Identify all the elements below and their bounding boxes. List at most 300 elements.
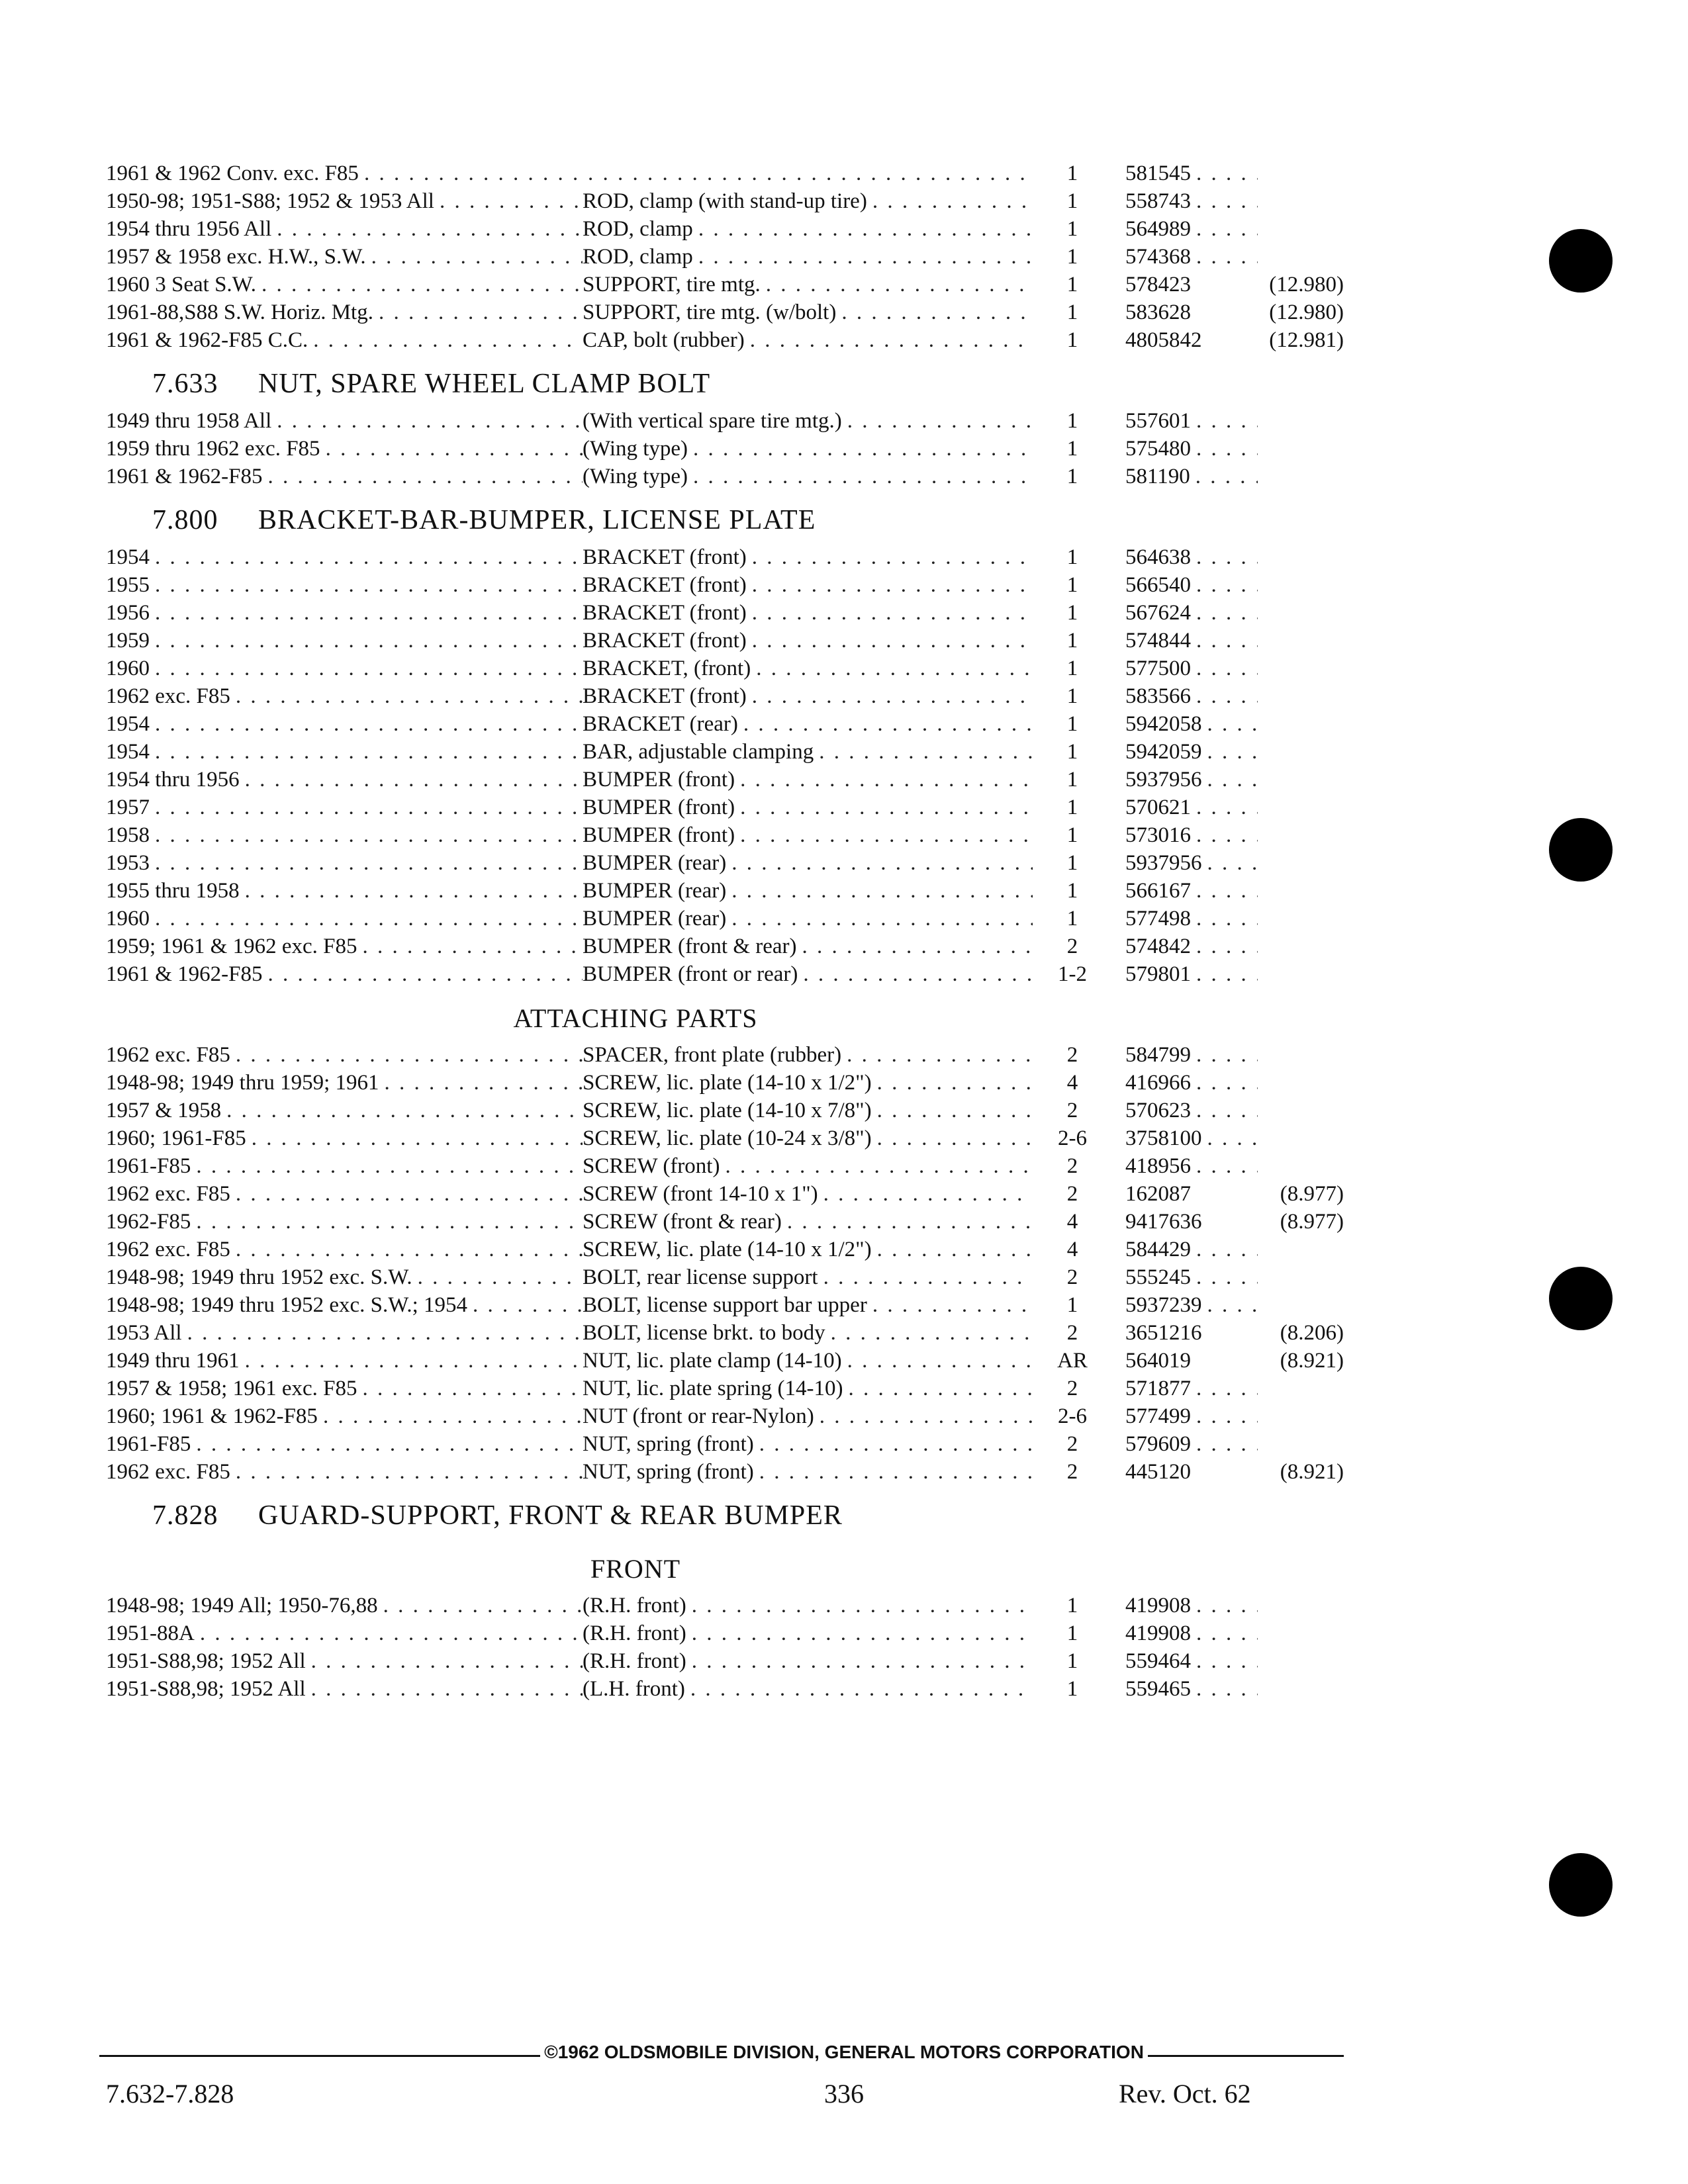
model-cell [106, 1649, 583, 1673]
parts-row [106, 625, 1350, 653]
dot-leader [236, 1182, 583, 1206]
section-heading [106, 1484, 1350, 1537]
description-cell [583, 300, 1033, 324]
subsection-heading: ATTACHING PARTS [513, 1003, 758, 1033]
description-cell-text: SCREW, lic. plate (10-24 x 3/8") [583, 1126, 872, 1150]
dot-leader [226, 1099, 583, 1122]
quantity-cell: 4 [1066, 1238, 1078, 1261]
model-cell-text: 1959 thru 1962 exc. F85 [106, 437, 320, 461]
model-cell-text: 1962 exc. F85 [106, 1238, 230, 1261]
part-number-cell-text: 581545 [1125, 161, 1191, 185]
description-cell [583, 573, 1033, 597]
model-cell [106, 409, 583, 433]
description-cell-text: SPACER, front plate (rubber) [583, 1043, 842, 1067]
model-cell [106, 740, 583, 764]
dot-leader [1196, 962, 1258, 986]
copyright-notice: ©1962 OLDSMOBILE DIVISION, GENERAL MOTORS CORPORATION [0, 2042, 1688, 2063]
description-cell-text: NUT, spring (front) [583, 1432, 754, 1456]
description-cell [583, 1043, 1033, 1067]
part-number-cell [1112, 1043, 1258, 1067]
parts-row [106, 213, 1350, 241]
model-cell-text: 1957 & 1958; 1961 exc. F85 [106, 1377, 357, 1400]
section-number: 7.633 [152, 369, 218, 399]
dot-leader [277, 409, 583, 433]
dot-leader [1196, 409, 1258, 433]
parts-row [106, 1234, 1350, 1261]
quantity-cell: 1 [1066, 409, 1078, 433]
model-cell-text: 1962-F85 [106, 1210, 191, 1234]
dot-leader [692, 1594, 1033, 1617]
description-cell [583, 1432, 1033, 1456]
model-cell-text: 1961-F85 [106, 1154, 191, 1178]
punch-hole-icon [1549, 818, 1613, 882]
dot-leader [362, 934, 583, 958]
part-number-cell [1112, 962, 1258, 986]
page-number: 336 [824, 2079, 864, 2109]
description-cell [583, 657, 1033, 680]
part-number-cell-text: 574368 [1125, 245, 1191, 269]
model-cell [106, 1404, 583, 1428]
description-cell-text: (L.H. front) [583, 1677, 685, 1701]
dot-leader [1207, 851, 1258, 875]
dot-leader [323, 1404, 583, 1428]
parts-row [106, 461, 1350, 488]
quantity-cell: 1 [1066, 768, 1078, 792]
description-cell-text: BUMPER (front) [583, 768, 735, 792]
dot-leader [155, 545, 583, 569]
quantity-cell: 1 [1066, 573, 1078, 597]
dot-leader [752, 545, 1033, 569]
quantity-cell: 1 [1066, 601, 1078, 625]
part-number-cell-text: 567624 [1125, 601, 1191, 625]
dot-leader [1207, 768, 1258, 792]
part-number-cell [1112, 1238, 1258, 1261]
description-cell-text: NUT, spring (front) [583, 1460, 754, 1484]
part-number-cell-text: 5937956 [1125, 851, 1202, 875]
dot-leader [1196, 217, 1258, 241]
dot-leader [236, 1460, 583, 1484]
description-cell [583, 1238, 1033, 1261]
parts-row [106, 569, 1350, 597]
dot-leader [1196, 465, 1258, 488]
dot-leader [245, 879, 583, 903]
description-cell [583, 934, 1033, 958]
model-cell-text: 1953 All [106, 1321, 182, 1345]
punch-hole-icon [1549, 229, 1613, 293]
dot-leader [155, 907, 583, 931]
dot-leader [155, 573, 583, 597]
dot-leader [1196, 573, 1258, 597]
model-cell [106, 934, 583, 958]
part-number-cell [1112, 934, 1258, 958]
dot-leader [740, 768, 1033, 792]
parts-row [106, 1428, 1350, 1456]
description-cell [583, 328, 1033, 352]
model-cell-text: 1960 [106, 657, 150, 680]
quantity-cell: 2 [1066, 1265, 1078, 1289]
parts-list [106, 158, 1350, 1701]
model-cell-text: 1956 [106, 601, 150, 625]
dot-leader [698, 217, 1033, 241]
model-cell-text: 1958 [106, 823, 150, 847]
model-cell-text: 1960; 1961 & 1962-F85 [106, 1404, 318, 1428]
part-number-cell-text: 3651216 [1125, 1321, 1202, 1345]
quantity-cell: 2 [1066, 1043, 1078, 1067]
dot-leader [383, 1594, 583, 1617]
model-cell [106, 161, 583, 185]
dot-leader [268, 465, 583, 488]
parts-row [106, 541, 1350, 569]
description-cell [583, 712, 1033, 736]
description-cell-text: BUMPER (front) [583, 796, 735, 819]
model-cell [106, 823, 583, 847]
dot-leader [1196, 189, 1258, 213]
quantity-cell: 2-6 [1058, 1126, 1087, 1150]
model-cell-text: 1948-98; 1949 thru 1952 exc. S.W.; 1954 [106, 1293, 467, 1317]
parts-row [106, 903, 1350, 931]
description-cell [583, 1099, 1033, 1122]
parts-row [106, 324, 1350, 352]
dot-leader [731, 907, 1033, 931]
model-cell-text: 1957 & 1958 exc. H.W., S.W. [106, 245, 366, 269]
quantity-cell: 1-2 [1058, 962, 1087, 986]
quantity-cell: 1 [1066, 684, 1078, 708]
quantity-cell: 1 [1066, 437, 1078, 461]
description-cell [583, 740, 1033, 764]
dot-leader [752, 684, 1033, 708]
reference-cell: (8.977) [1280, 1182, 1344, 1206]
description-cell-text: BUMPER (rear) [583, 879, 727, 903]
dot-leader [1196, 1238, 1258, 1261]
dot-leader [236, 1043, 583, 1067]
part-number-cell-text: 566540 [1125, 573, 1191, 597]
dot-leader [872, 189, 1033, 213]
model-cell [106, 1594, 583, 1617]
dot-leader [245, 1349, 583, 1373]
part-number-cell [1112, 1154, 1258, 1178]
part-number-cell-text: 574844 [1125, 629, 1191, 653]
model-cell-text: 1960; 1961-F85 [106, 1126, 246, 1150]
model-cell [106, 1349, 583, 1373]
reference-cell: (12.981) [1269, 328, 1344, 352]
parts-row [106, 1373, 1350, 1400]
part-number-cell-text: 4805842 [1125, 328, 1202, 352]
dot-leader [872, 1293, 1033, 1317]
dot-leader [187, 1321, 583, 1345]
model-cell [106, 1238, 583, 1261]
part-number-cell [1112, 684, 1258, 708]
description-cell-text: SCREW (front & rear) [583, 1210, 782, 1234]
parts-row [106, 1345, 1350, 1373]
dot-leader [759, 1432, 1033, 1456]
description-cell-text: SCREW, lic. plate (14-10 x 7/8") [583, 1099, 872, 1122]
dot-leader [371, 245, 583, 269]
part-number-cell-text: 570621 [1125, 796, 1191, 819]
description-cell-text: BUMPER (front & rear) [583, 934, 797, 958]
dot-leader [1196, 1404, 1258, 1428]
description-cell-text: (R.H. front) [583, 1594, 686, 1617]
model-cell-text: 1948-98; 1949 thru 1952 exc. S.W. [106, 1265, 412, 1289]
part-number-cell [1112, 273, 1258, 296]
model-cell [106, 629, 583, 653]
revision-date: Rev. Oct. 62 [1119, 2079, 1251, 2109]
part-number-cell [1112, 1099, 1258, 1122]
model-cell-text: 1954 thru 1956 All [106, 217, 272, 241]
description-cell-text: SUPPORT, tire mtg. (w/bolt) [583, 300, 837, 324]
description-cell [583, 1182, 1033, 1206]
description-cell [583, 217, 1033, 241]
quantity-cell: 1 [1066, 740, 1078, 764]
description-cell [583, 1071, 1033, 1095]
part-number-cell [1112, 1594, 1258, 1617]
part-number-cell [1112, 328, 1258, 352]
description-cell [583, 1377, 1033, 1400]
part-number-cell [1112, 161, 1258, 185]
parts-row [106, 792, 1350, 819]
punch-hole-icon [1549, 1267, 1613, 1330]
description-cell-text: BOLT, rear license support [583, 1265, 818, 1289]
model-cell [106, 1293, 583, 1317]
part-number-cell-text: 559465 [1125, 1677, 1191, 1701]
dot-leader [802, 934, 1033, 958]
description-cell [583, 189, 1033, 213]
quantity-cell: 1 [1066, 545, 1078, 569]
parts-row [106, 269, 1350, 296]
model-cell [106, 1377, 583, 1400]
description-cell-text: BRACKET (front) [583, 573, 747, 597]
dot-leader [740, 796, 1033, 819]
part-number-cell [1112, 1321, 1258, 1345]
dot-leader [1196, 1621, 1258, 1645]
part-number-cell [1112, 823, 1258, 847]
model-cell [106, 768, 583, 792]
model-cell [106, 328, 583, 352]
parts-row [106, 736, 1350, 764]
dot-leader [1207, 740, 1258, 764]
part-number-cell [1112, 1404, 1258, 1428]
description-cell-text: SCREW (front 14-10 x 1") [583, 1182, 818, 1206]
model-cell [106, 1182, 583, 1206]
description-cell [583, 545, 1033, 569]
part-number-cell [1112, 1210, 1258, 1234]
section-heading [106, 488, 1350, 541]
model-cell-text: 1960 [106, 907, 150, 931]
dot-leader [740, 823, 1033, 847]
description-cell [583, 629, 1033, 653]
part-number-cell-text: 416966 [1125, 1071, 1191, 1095]
dot-leader [364, 161, 583, 185]
dot-leader [200, 1621, 583, 1645]
part-number-cell-text: 5942059 [1125, 740, 1202, 764]
description-cell [583, 1460, 1033, 1484]
description-cell [583, 962, 1033, 986]
dot-leader [756, 657, 1033, 680]
quantity-cell: AR [1057, 1349, 1088, 1373]
part-number-cell [1112, 545, 1258, 569]
quantity-cell: 2 [1066, 1154, 1078, 1178]
model-cell-text: 1961 & 1962-F85 [106, 962, 263, 986]
part-number-cell [1112, 712, 1258, 736]
model-cell-text: 1950-98; 1951-S88; 1952 & 1953 All [106, 189, 434, 213]
part-number-cell-text: 570623 [1125, 1099, 1191, 1122]
model-cell [106, 1677, 583, 1701]
dot-leader [155, 740, 583, 764]
part-number-cell-text: 578423 [1125, 273, 1191, 296]
part-number-cell-text: 579609 [1125, 1432, 1191, 1456]
part-number-cell-text: 5942058 [1125, 712, 1202, 736]
model-cell-text: 1961 & 1962-F85 C.C. [106, 328, 308, 352]
dot-leader [440, 189, 583, 213]
parts-row [106, 680, 1350, 708]
quantity-cell: 1 [1066, 879, 1078, 903]
dot-leader [1196, 437, 1258, 461]
dot-leader [823, 1265, 1033, 1289]
model-cell [106, 684, 583, 708]
part-number-cell [1112, 409, 1258, 433]
quantity-cell: 1 [1066, 629, 1078, 653]
description-cell-text: BOLT, license brkt. to body [583, 1321, 825, 1345]
description-cell-text: NUT (front or rear-Nylon) [583, 1404, 814, 1428]
dot-leader [1207, 1293, 1258, 1317]
reference-cell: (12.980) [1269, 300, 1344, 324]
part-number-cell-text: 559464 [1125, 1649, 1191, 1673]
dot-leader [848, 1377, 1033, 1400]
model-cell [106, 907, 583, 931]
parts-row [106, 405, 1350, 433]
dot-leader [313, 328, 583, 352]
dot-leader [155, 796, 583, 819]
part-number-cell-text: 583566 [1125, 684, 1191, 708]
description-cell [583, 1621, 1033, 1645]
description-cell [583, 437, 1033, 461]
description-cell-text: BRACKET (front) [583, 629, 747, 653]
dot-leader [155, 657, 583, 680]
quantity-cell: 1 [1066, 1649, 1078, 1673]
part-number-cell-text: 555245 [1125, 1265, 1191, 1289]
quantity-cell: 1 [1066, 465, 1078, 488]
model-cell-text: 1962 exc. F85 [106, 684, 230, 708]
parts-row [106, 185, 1350, 213]
model-cell [106, 545, 583, 569]
model-cell [106, 273, 583, 296]
model-cell-text: 1948-98; 1949 thru 1959; 1961 [106, 1071, 379, 1095]
part-number-cell-text: 557601 [1125, 409, 1191, 433]
description-cell [583, 1265, 1033, 1289]
model-cell-text: 1954 thru 1956 [106, 768, 240, 792]
description-cell [583, 796, 1033, 819]
parts-row [106, 1590, 1350, 1617]
dot-leader [1196, 1677, 1258, 1701]
description-cell [583, 1349, 1033, 1373]
part-number-cell [1112, 300, 1258, 324]
model-cell-text: 1954 [106, 545, 150, 569]
dot-leader [261, 273, 583, 296]
section-range: 7.632-7.828 [106, 2079, 234, 2109]
dot-leader [155, 823, 583, 847]
model-cell [106, 465, 583, 488]
dot-leader [1196, 879, 1258, 903]
part-number-cell [1112, 1126, 1258, 1150]
model-cell-text: 1955 [106, 573, 150, 597]
dot-leader [759, 1460, 1033, 1484]
model-cell-text: 1949 thru 1958 All [106, 409, 272, 433]
dot-leader [725, 1154, 1033, 1178]
quantity-cell: 2 [1066, 934, 1078, 958]
part-number-cell-text: 584429 [1125, 1238, 1191, 1261]
punch-hole-icon [1549, 1853, 1613, 1917]
parts-row [106, 653, 1350, 680]
description-cell [583, 409, 1033, 433]
dot-leader [1196, 545, 1258, 569]
model-cell-text: 1951-88A [106, 1621, 195, 1645]
parts-row [106, 1039, 1350, 1067]
description-cell [583, 161, 1033, 185]
part-number-cell [1112, 1649, 1258, 1673]
part-number-cell-text: 564989 [1125, 217, 1191, 241]
dot-leader [1196, 1377, 1258, 1400]
dot-leader [236, 1238, 583, 1261]
part-number-cell-text: 579801 [1125, 962, 1191, 986]
model-cell [106, 1154, 583, 1178]
description-cell-text: (Wing type) [583, 437, 688, 461]
model-cell-text: 1957 & 1958 [106, 1099, 222, 1122]
model-cell-text: 1962 exc. F85 [106, 1043, 230, 1067]
description-cell [583, 465, 1033, 488]
description-cell [583, 879, 1033, 903]
part-number-cell-text: 3758100 [1125, 1126, 1202, 1150]
quantity-cell: 1 [1066, 1594, 1078, 1617]
dot-leader [1196, 1265, 1258, 1289]
quantity-cell: 1 [1066, 851, 1078, 875]
section-title: BRACKET-BAR-BUMPER, LICENSE PLATE [258, 505, 816, 535]
quantity-cell: 1 [1066, 1293, 1078, 1317]
part-number-cell [1112, 189, 1258, 213]
part-number-cell [1112, 851, 1258, 875]
model-cell-text: 1954 [106, 740, 150, 764]
quantity-cell: 2 [1066, 1321, 1078, 1345]
dot-leader [277, 217, 583, 241]
model-cell [106, 1210, 583, 1234]
part-number-cell-text: 5937956 [1125, 768, 1202, 792]
description-cell [583, 1404, 1033, 1428]
description-cell [583, 1594, 1033, 1617]
quantity-cell: 2 [1066, 1460, 1078, 1484]
quantity-cell: 2 [1066, 1377, 1078, 1400]
dot-leader [1196, 1154, 1258, 1178]
dot-leader [1196, 823, 1258, 847]
parts-row [106, 1400, 1350, 1428]
part-number-cell [1112, 1071, 1258, 1095]
description-cell-text: BUMPER (front or rear) [583, 962, 798, 986]
model-cell-text: 1951-S88,98; 1952 All [106, 1649, 306, 1673]
quantity-cell: 1 [1066, 907, 1078, 931]
quantity-cell: 4 [1066, 1210, 1078, 1234]
dot-leader [847, 1349, 1033, 1373]
model-cell-text: 1961 & 1962 Conv. exc. F85 [106, 161, 359, 185]
dot-leader [1196, 245, 1258, 269]
part-number-cell [1112, 573, 1258, 597]
parts-row [106, 1673, 1350, 1701]
model-cell-text: 1962 exc. F85 [106, 1182, 230, 1206]
description-cell-text: ROD, clamp [583, 245, 693, 269]
description-cell [583, 823, 1033, 847]
parts-row [106, 296, 1350, 324]
description-cell-text: (Wing type) [583, 465, 688, 488]
dot-leader [1196, 1649, 1258, 1673]
quantity-cell: 1 [1066, 189, 1078, 213]
parts-row [106, 1261, 1350, 1289]
description-cell-text: BAR, adjustable clamping [583, 740, 814, 764]
